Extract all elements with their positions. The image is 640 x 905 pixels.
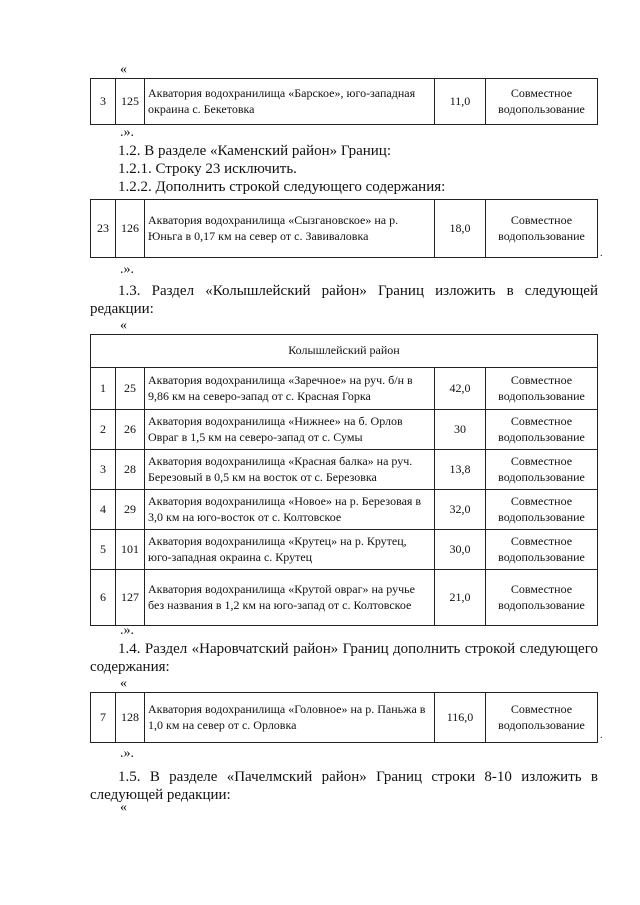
row-area: 18,0 (435, 200, 486, 258)
close-quote: .». (120, 262, 134, 277)
row-name: Акватория водохранилища «Заречное» на руч. б/н в 9,86 км на северо-запад от с. Красная Горка (145, 368, 435, 410)
row-area: 21,0 (435, 570, 486, 626)
table-row (91, 693, 598, 743)
table-row (91, 530, 598, 570)
open-quote: « (120, 62, 127, 77)
open-quote: « (120, 676, 127, 691)
row-area: 30 (435, 410, 486, 450)
paragraph-1-2: 1.2. В разделе «Каменский район» Границ: (118, 143, 391, 159)
table-row (91, 200, 598, 258)
row-code: 128 (116, 693, 145, 743)
row-number: 23 (91, 200, 116, 258)
table-golovnoe (90, 692, 598, 743)
open-quote: « (120, 318, 127, 333)
row-code: 29 (116, 490, 145, 530)
row-name: Акватория водохранилища «Нижнее» на б. Орлов Овраг в 1,5 км на северо-запад от с. Сумы (145, 410, 435, 450)
trailing-dot: . (600, 248, 603, 259)
row-code: 28 (116, 450, 145, 490)
close-quote: .». (120, 623, 134, 638)
row-name: Акватория водохранилища «Крутой овраг» на ручье без названия в 1,2 км на юго-запад от с. Колтовское (145, 570, 435, 626)
table-header-row (91, 335, 598, 368)
table-section-title: Колышлейский район (91, 335, 598, 368)
row-name: Акватория водохранилища «Новое» на р. Березовая в 3,0 км на юго-восток от с. Колтовское (145, 490, 435, 530)
row-use: Совместное водопользование (486, 693, 598, 743)
table-syzganovskoe (90, 199, 598, 258)
table-beketovka (90, 78, 598, 125)
open-quote: « (120, 800, 127, 815)
trailing-dot: . (600, 730, 603, 741)
row-area: 32,0 (435, 490, 486, 530)
row-number: 3 (91, 450, 116, 490)
row-code: 125 (116, 79, 145, 125)
table-kolyshleysky (90, 334, 598, 626)
row-number: 7 (91, 693, 116, 743)
row-area: 116,0 (435, 693, 486, 743)
row-name: Акватория водохранилища «Красная балка» на руч. Березовый в 0,5 км на восток от с. Березовка (145, 450, 435, 490)
row-code: 101 (116, 530, 145, 570)
paragraph-1-2-2: 1.2.2. Дополнить строкой следующего содержания: (118, 179, 446, 195)
close-quote: .». (120, 125, 134, 140)
row-name: Акватория водохранилища «Крутец» на р. Крутец, юго-западная окраина с. Крутец (145, 530, 435, 570)
row-use: Совместное водопользование (486, 530, 598, 570)
row-name: Акватория водохранилища «Сызгановское» на р. Юньга в 0,17 км на север от с. Завиваловка (145, 200, 435, 258)
row-area: 30,0 (435, 530, 486, 570)
row-name: Акватория водохранилища «Барское», юго-западная окраина с. Бекетовка (145, 79, 435, 125)
table-row (91, 490, 598, 530)
table-row (91, 410, 598, 450)
paragraph-1-3: 1.3. Раздел «Колышлейский район» Границ изложить в следующей редакции: (90, 283, 598, 317)
row-area: 42,0 (435, 368, 486, 410)
row-code: 26 (116, 410, 145, 450)
row-code: 126 (116, 200, 145, 258)
row-use: Совместное водопользование (486, 490, 598, 530)
row-number: 3 (91, 79, 116, 125)
row-use: Совместное водопользование (486, 368, 598, 410)
table-row (91, 450, 598, 490)
row-code: 25 (116, 368, 145, 410)
row-name: Акватория водохранилища «Головное» на р. Паньжа в 1,0 км на север от с. Орловка (145, 693, 435, 743)
paragraph-1-4: 1.4. Раздел «Наровчатский район» Границ дополнить строкой следующего содержания: (90, 641, 598, 675)
row-use: Совместное водопользование (486, 79, 598, 125)
paragraph-1-2-1: 1.2.1. Строку 23 исключить. (118, 161, 297, 177)
row-use: Совместное водопользование (486, 570, 598, 626)
row-number: 1 (91, 368, 116, 410)
row-area: 13,8 (435, 450, 486, 490)
paragraph-1-5: 1.5. В разделе «Пачелмский район» Границ строки 8-10 изложить в следующей редакции: (90, 769, 598, 803)
row-code: 127 (116, 570, 145, 626)
row-use: Совместное водопользование (486, 200, 598, 258)
row-use: Совместное водопользование (486, 450, 598, 490)
table-row (91, 570, 598, 626)
row-number: 6 (91, 570, 116, 626)
table-row (91, 368, 598, 410)
row-area: 11,0 (435, 79, 486, 125)
row-number: 2 (91, 410, 116, 450)
close-quote: .». (120, 746, 134, 761)
row-number: 5 (91, 530, 116, 570)
row-use: Совместное водопользование (486, 410, 598, 450)
row-number: 4 (91, 490, 116, 530)
table-row (91, 79, 598, 125)
